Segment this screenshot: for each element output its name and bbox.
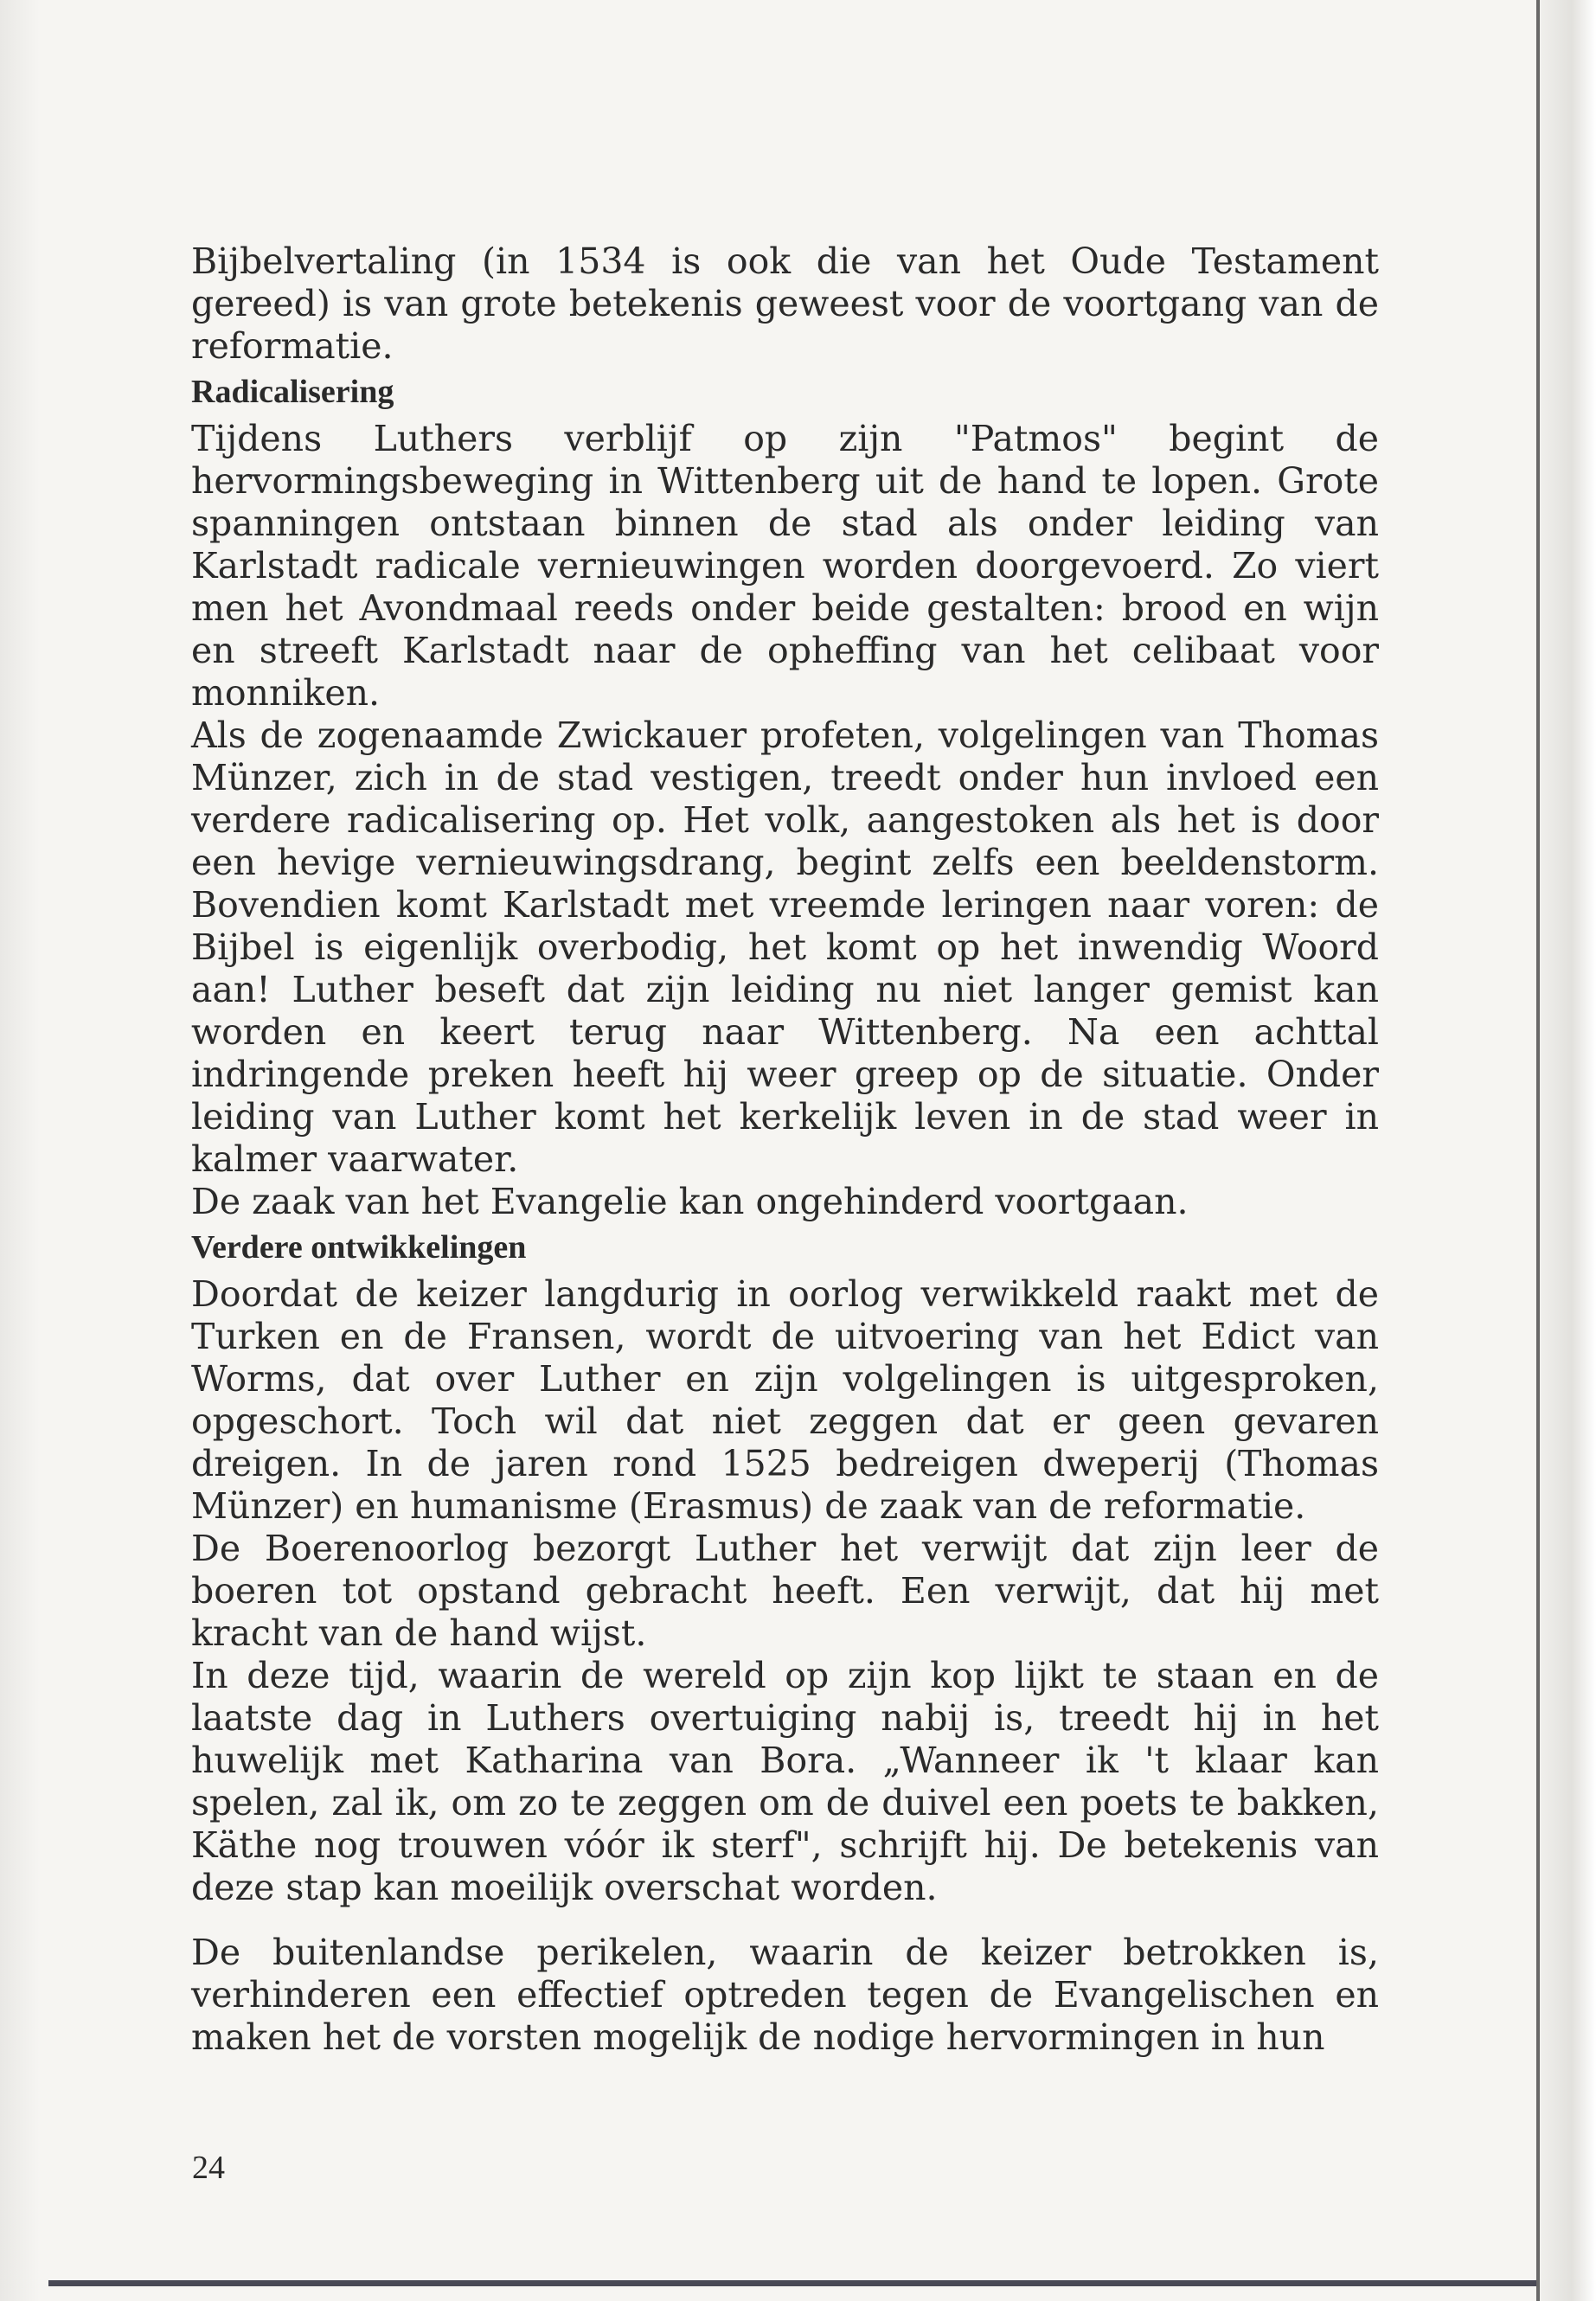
page-left-shadow — [0, 0, 40, 2301]
page-body — [191, 240, 1379, 2059]
paragraph: De buitenlandse perikelen, waarin de keizer betrokken is, verhinderen een effectief optreden tegen de Evangelischen en maken het de vorsten mogelijk de nodige hervormingen in hun — [191, 1932, 1379, 2058]
heading-radicalisering: Radicalisering — [191, 374, 394, 410]
heading-verdere-ontwikkelingen: Verdere ontwikkelingen — [191, 1229, 527, 1266]
paragraph: Tijdens Luthers verblijf op zijn "Patmos" begint de hervormingsbeweging in Wittenberg uit de hand te lopen. Grote spanningen ontstaan binnen de stad als onder leiding van Karlstadt radicale vernieuwingen worden doorgevoerd. Zo viert men het Avondmaal reeds onder beide gestalten: brood en wijn en streeft Karlstadt naar de opheffing van het celibaat voor monniken. — [191, 418, 1379, 714]
page-number: 24 — [192, 2150, 225, 2186]
paragraph: Als de zogenaamde Zwickauer profeten, volgelingen van Thomas Münzer, zich in de stad vestigen, treedt onder hun invloed een verdere radicalisering op. Het volk, aangestoken als het is door een hevige vernieuwingsdrang, begint zelfs een beeldenstorm. Bovendien komt Karlstadt met vreemde leringen naar voren: de Bijbel is eigenlijk overbodig, het komt op het inwendig Woord aan! Luther beseft dat zijn leiding nu niet langer gemist kan worden en keert terug naar Wittenberg. Na een achttal indringende preken heeft hij weer greep op de situatie. Onder leiding van Luther komt het kerkelijk leven in de stad weer in kalmer vaarwater. — [191, 715, 1379, 1180]
page-right-edge — [1535, 0, 1596, 2301]
paragraph: Doordat de keizer langdurig in oorlog verwikkeld raakt met de Turken en de Fransen, wordt de uitvoering van het Edict van Worms, dat over Luther en zijn volgelingen is uitgesproken, opgeschort. Toch wil dat niet zeggen dat er geen gevaren dreigen. In de jaren rond 1525 bedreigen dweperij (Thomas Münzer) en humanisme (Erasmus) de zaak van de reformatie. — [191, 1273, 1379, 1527]
intro-paragraph: Bijbelvertaling (in 1534 is ook die van het Oude Testament gereed) is van grote betekenis geweest voor de voortgang van de reformatie. — [191, 240, 1379, 367]
scan-bottom-edge — [48, 2280, 1536, 2286]
paragraph: De Boerenoorlog bezorgt Luther het verwijt dat zijn leer de boeren tot opstand gebracht heeft. Een verwijt, dat hij met kracht van de hand wijst. — [191, 1528, 1379, 1654]
binding-edge-line — [1536, 0, 1540, 2301]
paragraph: De zaak van het Evangelie kan ongehinderd voortgaan. — [191, 1181, 1189, 1222]
paragraph: In deze tijd, waarin de wereld op zijn kop lijkt te staan en de laatste dag in Luthers overtuiging nabij is, treedt hij in het huwelijk met Katharina van Bora. „Wanneer ik 't klaar kan spelen, zal ik, om zo te zeggen om de duivel een poets te bakken, Käthe nog trouwen vóór ik sterf", schrijft hij. De betekenis van deze stap kan moeilijk overschat worden. — [191, 1655, 1379, 1908]
